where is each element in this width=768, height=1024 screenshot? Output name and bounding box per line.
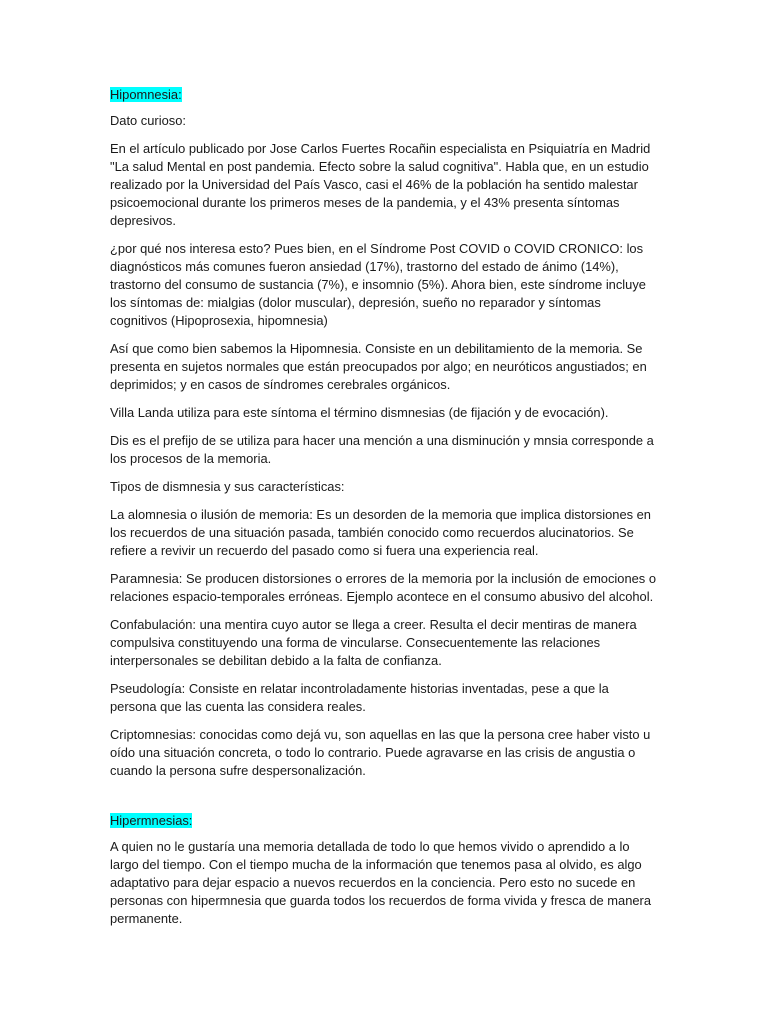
paragraph: Confabulación: una mentira cuyo autor se llega a creer. Resulta el decir mentiras de manera compulsiva constituyendo una forma de vincularse. Consecuentemente las relaciones interpersonales se debilitan debido a la falta de confianza. bbox=[110, 617, 637, 668]
document-page bbox=[110, 86, 658, 938]
highlighted-heading-text: Hipermnesias: bbox=[110, 813, 193, 828]
highlighted-heading-text: Hipomnesia: bbox=[110, 87, 182, 102]
paragraph: Dis es el prefijo de se utiliza para hacer una mención a una disminución y mnsia corresponde a los procesos de la memoria. bbox=[110, 433, 654, 466]
section-heading-hipermnesias bbox=[110, 812, 658, 830]
paragraph: Criptomnesias: conocidas como dejá vu, son aquellas en las que la persona cree haber visto u oído una situación concreta, o todo lo contrario. Puede agravarse en las crisis de angustia o cuando la persona sufre despersonalización. bbox=[110, 727, 651, 778]
subheading-dato-curioso: Dato curioso: bbox=[110, 113, 186, 128]
section-heading-hipomnesia bbox=[110, 86, 658, 104]
paragraph: Pseudología: Consiste en relatar incontroladamente historias inventadas, pese a que la persona que las cuenta las considera reales. bbox=[110, 681, 609, 714]
paragraph: Villa Landa utiliza para este síntoma el término dismnesias (de fijación y de evocación). bbox=[110, 405, 609, 420]
paragraph: Así que como bien sabemos la Hipomnesia. Consiste en un debilitamiento de la memoria. Se presenta en sujetos normales que están preocupados por algo; en neuróticos angustiados; en deprimidos; y en casos de síndromes cerebrales orgánicos. bbox=[110, 341, 647, 392]
paragraph: En el artículo publicado por Jose Carlos Fuertes Rocañin especialista en Psiquiatría en Madrid "La salud Mental en post pandemia. Efecto sobre la salud cognitiva". Habla que, en un estudio realizado por la Universidad del País Vasco, casi el 46% de la población ha sentido malestar psicoemocional durante los primeros meses de la pandemia, y el 43% presenta síntomas depresivos. bbox=[110, 141, 651, 228]
paragraph: Paramnesia: Se producen distorsiones o errores de la memoria por la inclusión de emociones o relaciones espacio-temporales erróneas. Ejemplo acontece en el consumo abusivo del alcohol. bbox=[110, 571, 656, 604]
paragraph: Tipos de dismnesia y sus características: bbox=[110, 479, 345, 494]
paragraph: ¿por qué nos interesa esto? Pues bien, en el Síndrome Post COVID o COVID CRONICO: los diagnósticos más comunes fueron ansiedad (17%), trastorno del estado de ánimo (14%), trastorno del consumo de sustancia (7%), e insomnio (5%). Ahora bien, este síndrome incluye los síntomas de: mialgias (dolor muscular), depresión, sueño no reparador y síntomas cognitivos (Hipoprosexia, hipomnesia) bbox=[110, 241, 646, 328]
paragraph: A quien no le gustaría una memoria detallada de todo lo que hemos vivido o aprendido a lo largo del tiempo. Con el tiempo mucha de la información que tenemos pasa al olvido, es algo adaptativo para dejar espacio a nuevos recuerdos en la conciencia. Pero esto no sucede en personas con hipermnesia que guarda todos los recuerdos de forma vivida y fresca de manera permanente. bbox=[110, 839, 651, 926]
paragraph: La alomnesia o ilusión de memoria: Es un desorden de la memoria que implica distorsiones en los recuerdos de una situación pasada, también conocido como recuerdos alucinatorios. Se refiere a revivir un recuerdo del pasado como si fuera una experiencia real. bbox=[110, 507, 651, 558]
